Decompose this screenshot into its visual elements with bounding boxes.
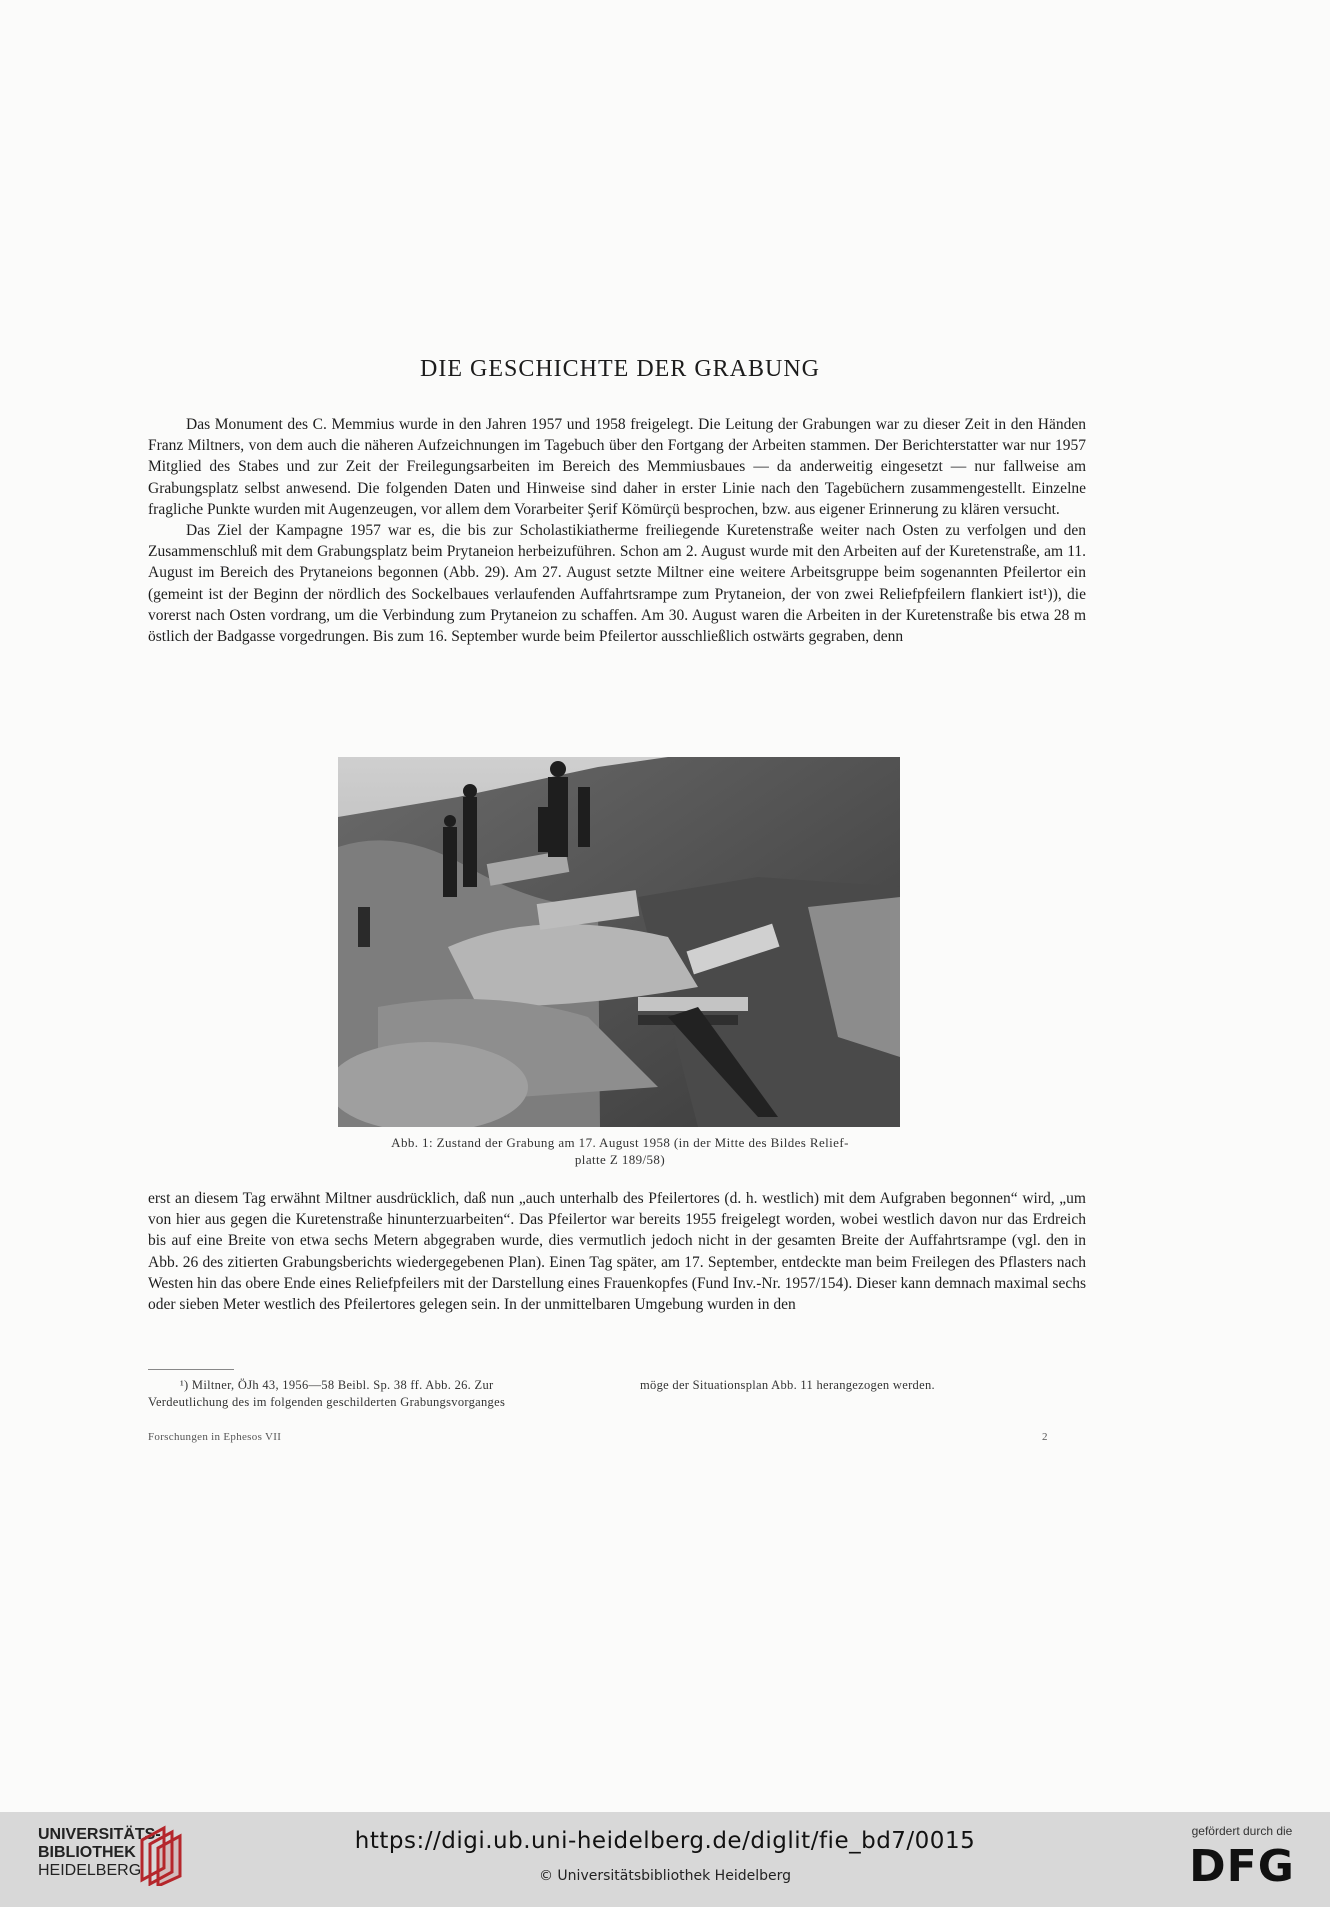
excavation-photo <box>338 757 900 1127</box>
signature-number: 2 <box>1042 1431 1048 1443</box>
dfg-funding-label: gefördert durch die <box>1191 1824 1293 1838</box>
logo-line: HEIDELBERG <box>38 1862 142 1879</box>
printer-signature: Forschungen in Ephesos VII <box>148 1431 282 1443</box>
footnote-line: Verdeutlichung des im folgenden geschilderten Grabungsvorganges <box>148 1395 506 1409</box>
paragraph: Das Ziel der Kampagne 1957 war es, die bis zur Scholastikiatherme freiliegende Kuretenstraße weiter nach Osten zu verfolgen und den Zusammenschluß mit dem Grabungsplatz beim Prytaneion herbeizuführen. Schon am 2. August wurde mit den Arbeiten auf der Kuretenstraße, am 11. August im Bereich des Prytaneions begonnen (Abb. 29). Am 27. August setzte Miltner eine weitere Arbeitsgruppe beim sogenannten Pfeilertor ein (gemeint ist der Beginn der nördlich des Sockelbaues verlaufenden Auffahrtsrampe zum Prytaneion, der von zwei Reliefpfeilern flankiert ist¹)), die vorerst nach Osten vordrang, um die Verbindung zum Prytaneion zu schaffen. Am 30. August waren die Arbeiten in der Kuretenstraße bis etwa 28 m östlich der Badgasse vorgedrungen. Bis zum 16. September wurde beim Pfeilertor ausschließlich ostwärts gegraben, denn <box>148 522 1086 646</box>
footnote-left-column <box>148 1377 598 1411</box>
text-block-before-figure <box>148 414 1086 647</box>
footnote-right-column <box>640 1377 1090 1394</box>
logo-line: BIBLIOTHEK <box>38 1844 136 1861</box>
document-url-link[interactable]: https://digi.ub.uni-heidelberg.de/diglit/fie_bd7/0015 <box>354 1828 976 1854</box>
text-block-after-figure <box>148 1188 1086 1315</box>
paragraph: Das Monument des C. Memmius wurde in den Jahren 1957 und 1958 freigelegt. Die Leitung der Grabungen war zu dieser Zeit in den Händen Franz Miltners, von dem auch die näheren Aufzeichnungen im Tagebuch über den Fortgang der Arbeiten stammen. Der Berichterstatter war nur 1957 Mitglied des Stabes und zur Zeit der Freilegungsarbeiten im Bereich des Memmiusbaues — da anderweitig eingesetzt — nur fallweise am Grabungsplatz selbst anwesend. Die folgenden Daten und Hinweise sind daher in erster Linie nach den Tagebüchern zusammengestellt. Einzelne fragliche Punkte wurden mit Augenzeugen, vor allem dem Vorarbeiter Şerif Kömürçü besprochen, bzw. aus eigener Erinnerung zu klären versucht. <box>148 416 1086 518</box>
footnote-line: möge der Situationsplan Abb. 11 herangezogen werden. <box>640 1378 935 1392</box>
footnote-rule <box>148 1369 234 1370</box>
dfg-logo[interactable]: DFG <box>1189 1841 1295 1892</box>
viewer-footer-bar <box>0 1812 1330 1907</box>
figure-caption <box>310 1134 930 1168</box>
footnote-line: ¹) Miltner, ÖJh 43, 1956—58 Beibl. Sp. 38 ff. Abb. 26. Zur <box>180 1378 494 1392</box>
page-title: DIE GESCHICHTE DER GRABUNG <box>420 356 820 383</box>
caption-line: Abb. 1: Zustand der Grabung am 17. August 1958 (in der Mitte des Bildes Relief- <box>391 1135 849 1150</box>
paragraph: erst an diesem Tag erwähnt Miltner ausdrücklich, daß nun „auch unterhalb des Pfeilertores (d. h. westlich) mit dem Aufgraben begonnen“ wird, „um von hier aus gegen die Kuretenstraße hinunterzuarbeiten“. Das Pfeilertor war bereits 1955 freigelegt worden, wobei westlich davon nur das Erdreich bis auf eine Breite von etwa sechs Metern abgegraben wurde, dies vermutlich jedoch nicht in der gesamten Breite der Auffahrtsrampe (vgl. den in Abb. 26 des zitierten Grabungsberichts wiedergegebenen Plan). Einen Tag später, am 17. September, entdeckte man beim Freilegen des Pflasters nach Westen hin das obere Ende eines Reliefpfeilers mit der Darstellung eines Frauenkopfes (Fund Inv.-Nr. 1957/154). Dieser kann demnach maximal sechs oder sieben Meter westlich des Pfeilertores gelegen sein. In der unmittelbaren Umgebung wurden in den <box>148 1190 1086 1314</box>
caption-line: platte Z 189/58) <box>574 1152 666 1167</box>
logo-line: UNIVERSITÄTS- <box>38 1826 161 1843</box>
copyright-text: © Universitätsbibliothek Heidelberg <box>538 1868 791 1884</box>
